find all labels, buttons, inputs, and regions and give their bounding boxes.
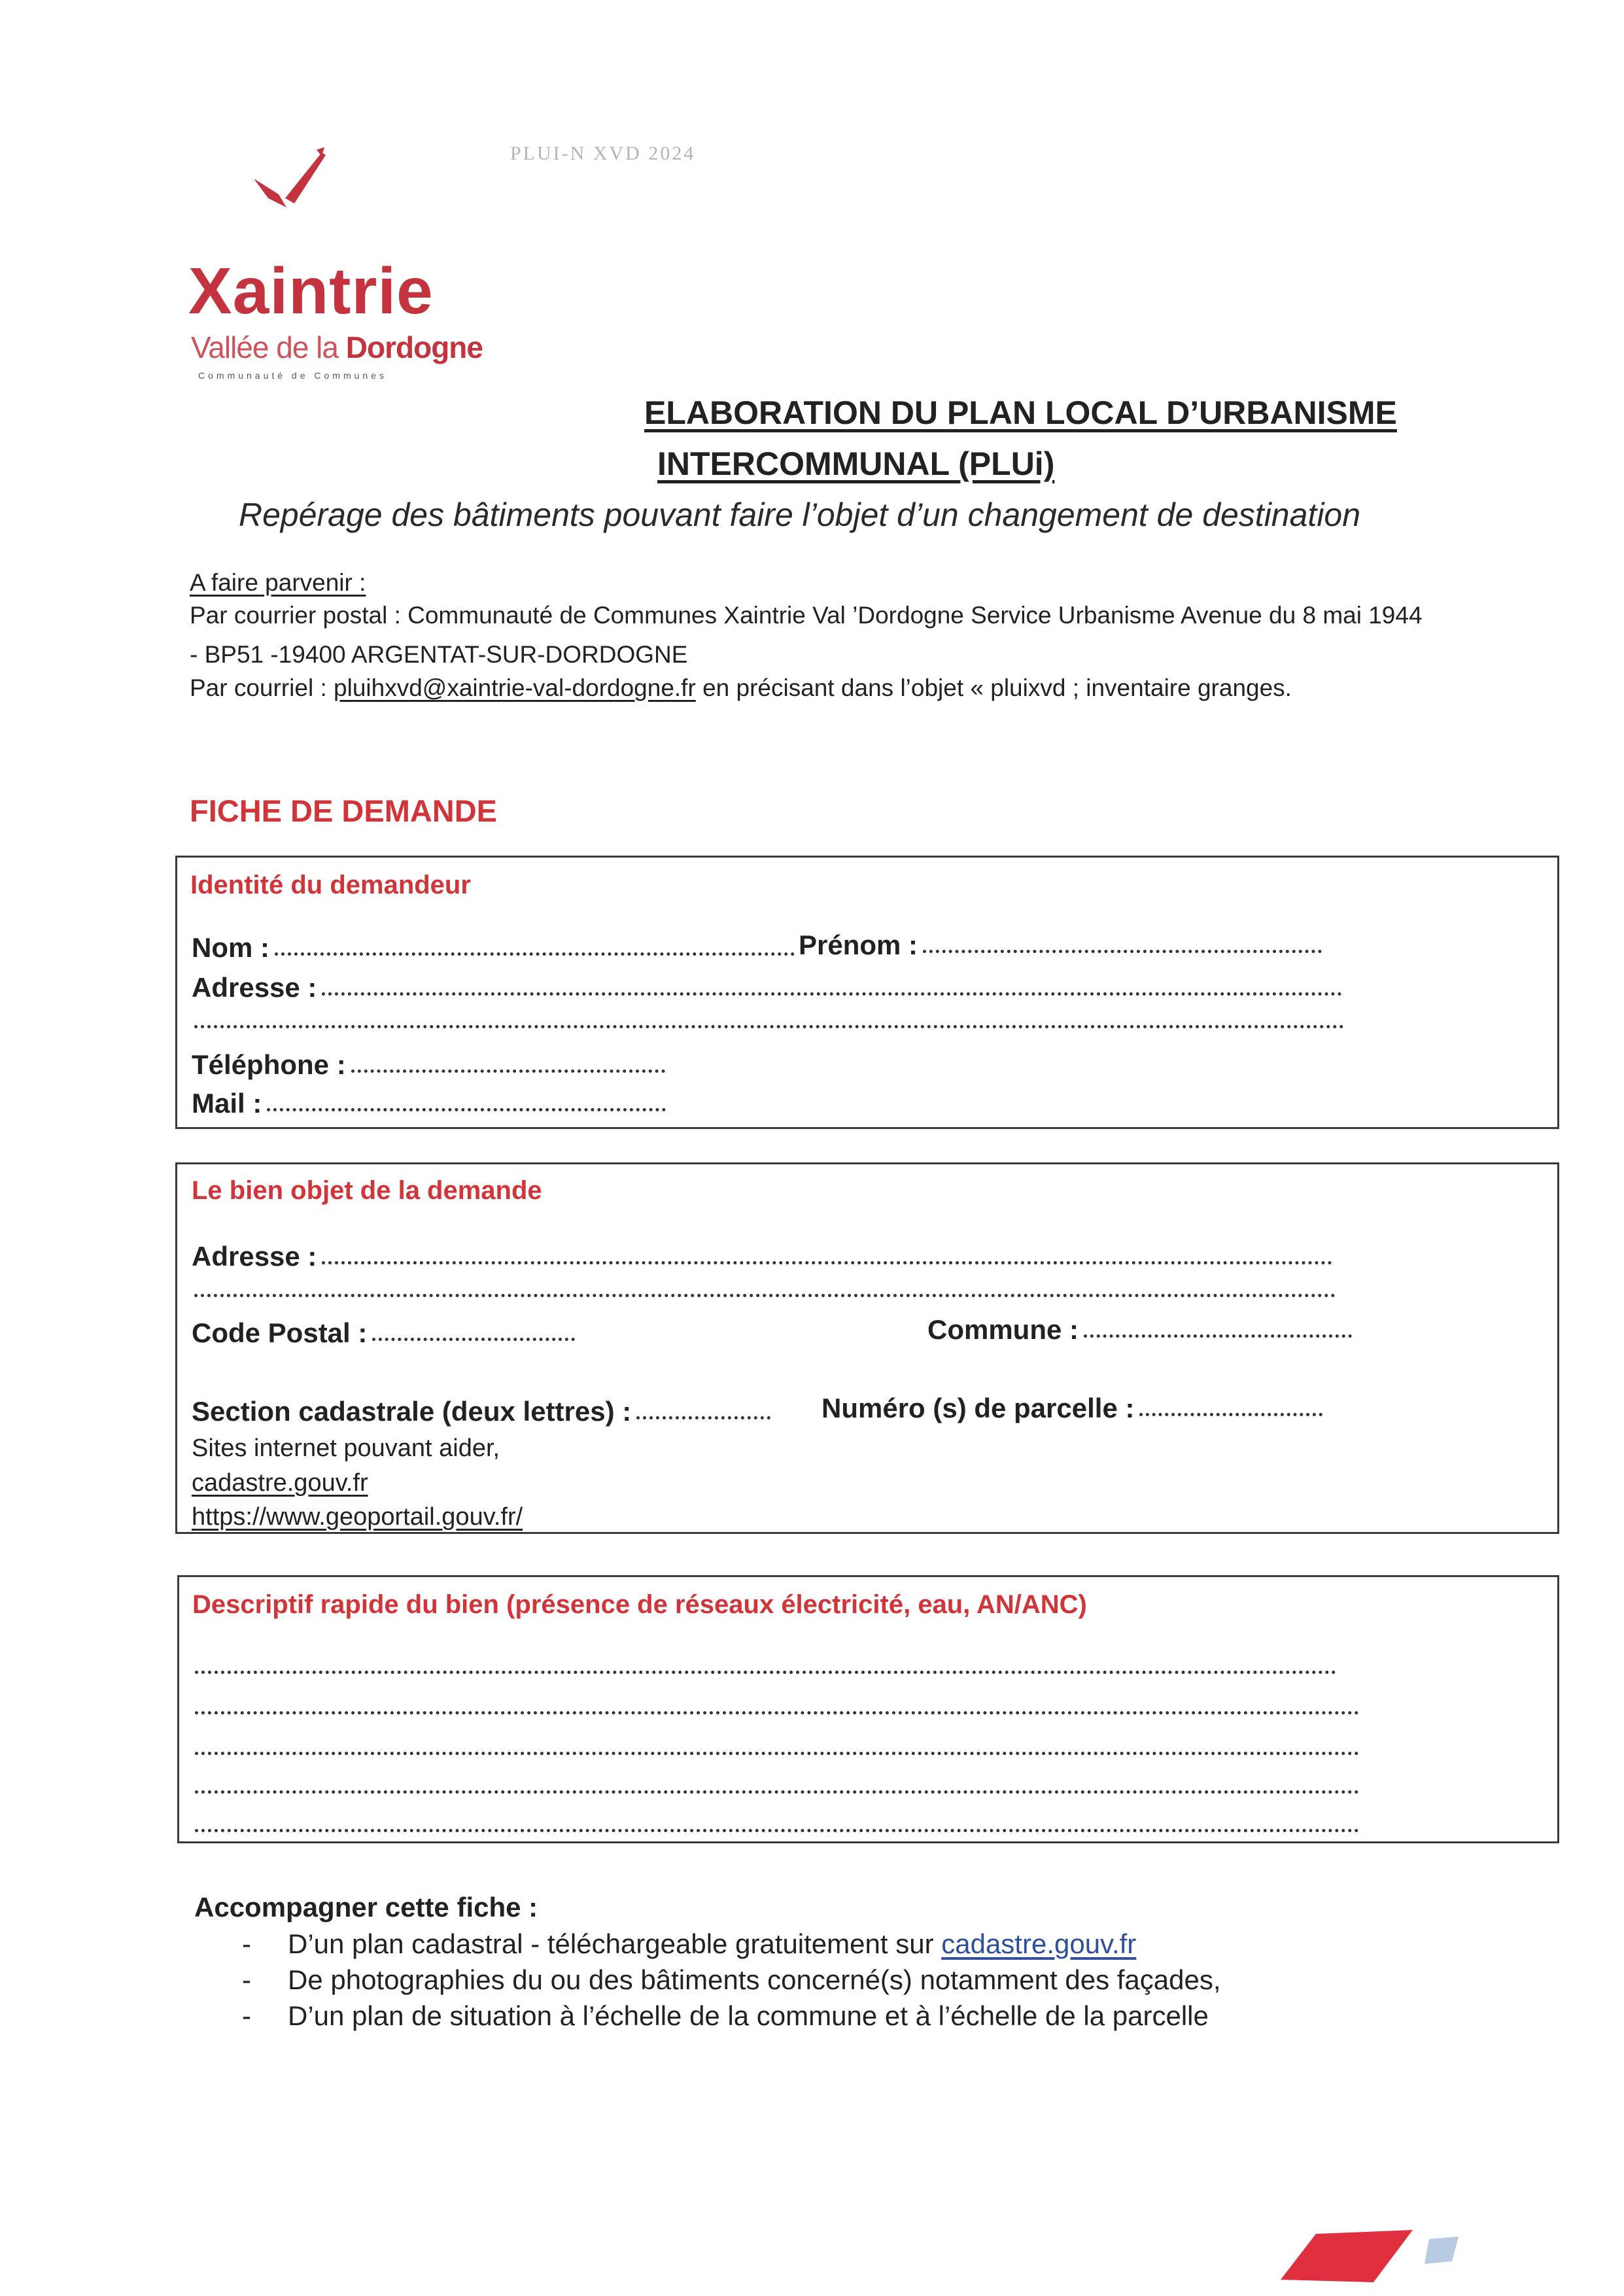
logo-subtitle bbox=[191, 332, 483, 362]
description-dotted-line-2[interactable] bbox=[195, 1711, 1359, 1714]
send-heading: A faire parvenir : bbox=[190, 569, 366, 596]
accompany-item-3-text: D’un plan de situation à l’échelle de la commune et à l’échelle de la parcelle bbox=[288, 2000, 1209, 2031]
telephone-label: Téléphone : bbox=[192, 1049, 346, 1080]
description-dotted-line-1[interactable] bbox=[195, 1671, 1336, 1674]
logo-subtitle-suffix: Dordogne bbox=[345, 330, 483, 364]
adresse-dotted-line[interactable] bbox=[322, 992, 1342, 996]
prenom-dotted-line[interactable] bbox=[923, 950, 1322, 953]
description-dotted-line-5[interactable] bbox=[195, 1829, 1359, 1832]
send-email-link[interactable]: pluihxvd@xaintrie-val-dordogne.fr bbox=[334, 674, 696, 701]
commune-field[interactable] bbox=[927, 1316, 1352, 1344]
nom-field[interactable] bbox=[192, 934, 795, 962]
send-email-line bbox=[190, 676, 1292, 700]
bullet-dash: - bbox=[242, 2000, 251, 2031]
prenom-label: Prénom : bbox=[799, 930, 918, 960]
page-title-line2: INTERCOMMUNAL (PLUi) bbox=[657, 445, 1055, 482]
telephone-dotted-line[interactable] bbox=[351, 1070, 665, 1073]
nom-dotted-line[interactable] bbox=[275, 952, 795, 956]
logo-name: Xaintrie bbox=[188, 254, 434, 328]
description-heading: Descriptif rapide du bien (présence de réseaux électricité, eau, AN/ANC) bbox=[192, 1590, 1087, 1619]
property-adresse-field[interactable] bbox=[192, 1243, 1332, 1270]
send-postal-line2: - BP51 -19400 ARGENTAT-SUR-DORDOGNE bbox=[190, 641, 688, 668]
commune-label: Commune : bbox=[927, 1314, 1079, 1345]
property-section bbox=[175, 1162, 1559, 1534]
accompany-item-2-text: De photographies du ou des bâtiments concerné(s) notamment des façades, bbox=[288, 1964, 1221, 1995]
identity-heading: Identité du demandeur bbox=[190, 871, 471, 899]
parcelle-field[interactable] bbox=[821, 1395, 1322, 1422]
accompany-item-3 bbox=[242, 2002, 1209, 2030]
property-heading: Le bien objet de la demande bbox=[192, 1176, 542, 1205]
property-adresse-dotted-line-2[interactable] bbox=[194, 1294, 1336, 1297]
section-cadastrale-label: Section cadastrale (deux lettres) : bbox=[192, 1396, 632, 1427]
code-postal-field[interactable] bbox=[192, 1319, 575, 1347]
page-subtitle: Repérage des bâtiments pouvant faire l’objet d’un changement de destination bbox=[239, 496, 1361, 533]
bullet-dash: - bbox=[242, 1928, 251, 1959]
reference-stamp: PLUI-N XVD 2024 bbox=[510, 143, 696, 164]
adresse-label: Adresse : bbox=[192, 972, 317, 1003]
adresse-dotted-line-2[interactable] bbox=[194, 1025, 1344, 1028]
code-postal-dotted-line[interactable] bbox=[372, 1338, 575, 1341]
accompany-heading: Accompagner cette fiche : bbox=[194, 1892, 538, 1922]
parcelle-label: Numéro (s) de parcelle : bbox=[821, 1393, 1135, 1423]
send-email-suffix: en précisant dans l’objet « pluixvd ; inventaire granges. bbox=[702, 674, 1292, 701]
logo-subtitle-prefix: Vallée de la bbox=[191, 330, 338, 364]
adresse-field[interactable] bbox=[192, 974, 1342, 1001]
prenom-field[interactable] bbox=[799, 931, 1322, 959]
accompany-item-1-text: D’un plan cadastral - téléchargeable gratuitement sur bbox=[288, 1928, 934, 1959]
parcelle-dotted-line[interactable] bbox=[1139, 1413, 1322, 1416]
code-postal-label: Code Postal : bbox=[192, 1317, 368, 1348]
section-cadastrale-dotted-line[interactable] bbox=[636, 1416, 770, 1419]
description-section bbox=[177, 1575, 1559, 1843]
mail-dotted-line[interactable] bbox=[267, 1108, 666, 1111]
mail-field[interactable] bbox=[192, 1090, 666, 1117]
accompany-cadastre-link[interactable]: cadastre.gouv.fr bbox=[941, 1928, 1137, 1959]
logo-checkmark-icon bbox=[249, 147, 340, 219]
logo-tagline: Communauté de Communes bbox=[198, 370, 387, 381]
property-adresse-dotted-line[interactable] bbox=[322, 1261, 1332, 1264]
identity-section bbox=[175, 856, 1559, 1129]
description-dotted-line-4[interactable] bbox=[195, 1790, 1359, 1794]
telephone-field[interactable] bbox=[192, 1051, 665, 1079]
send-email-prefix: Par courriel : bbox=[190, 674, 327, 701]
mail-label: Mail : bbox=[192, 1088, 262, 1119]
description-dotted-line-3[interactable] bbox=[195, 1752, 1359, 1755]
section-cadastrale-field[interactable] bbox=[192, 1398, 770, 1425]
nom-label: Nom : bbox=[192, 932, 269, 963]
accompany-item-1 bbox=[242, 1930, 1136, 1958]
send-postal-line: Par courrier postal : Communauté de Communes Xaintrie Val ’Dordogne Service Urbanisme Avenue du 8 mai 1944 bbox=[190, 602, 1423, 629]
form-title: FICHE DE DEMANDE bbox=[190, 793, 498, 828]
geoportail-link[interactable]: https://www.geoportail.gouv.fr/ bbox=[192, 1503, 523, 1531]
cadastre-link[interactable]: cadastre.gouv.fr bbox=[192, 1469, 368, 1497]
help-text: Sites internet pouvant aider, bbox=[192, 1435, 500, 1462]
bullet-dash: - bbox=[242, 1964, 251, 1995]
page-title-line1: ELABORATION DU PLAN LOCAL D’URBANISME bbox=[644, 394, 1397, 431]
corner-brand-mark-icon bbox=[1275, 2214, 1472, 2286]
property-adresse-label: Adresse : bbox=[192, 1241, 317, 1272]
accompany-item-2 bbox=[242, 1966, 1221, 1994]
commune-dotted-line[interactable] bbox=[1084, 1334, 1352, 1338]
